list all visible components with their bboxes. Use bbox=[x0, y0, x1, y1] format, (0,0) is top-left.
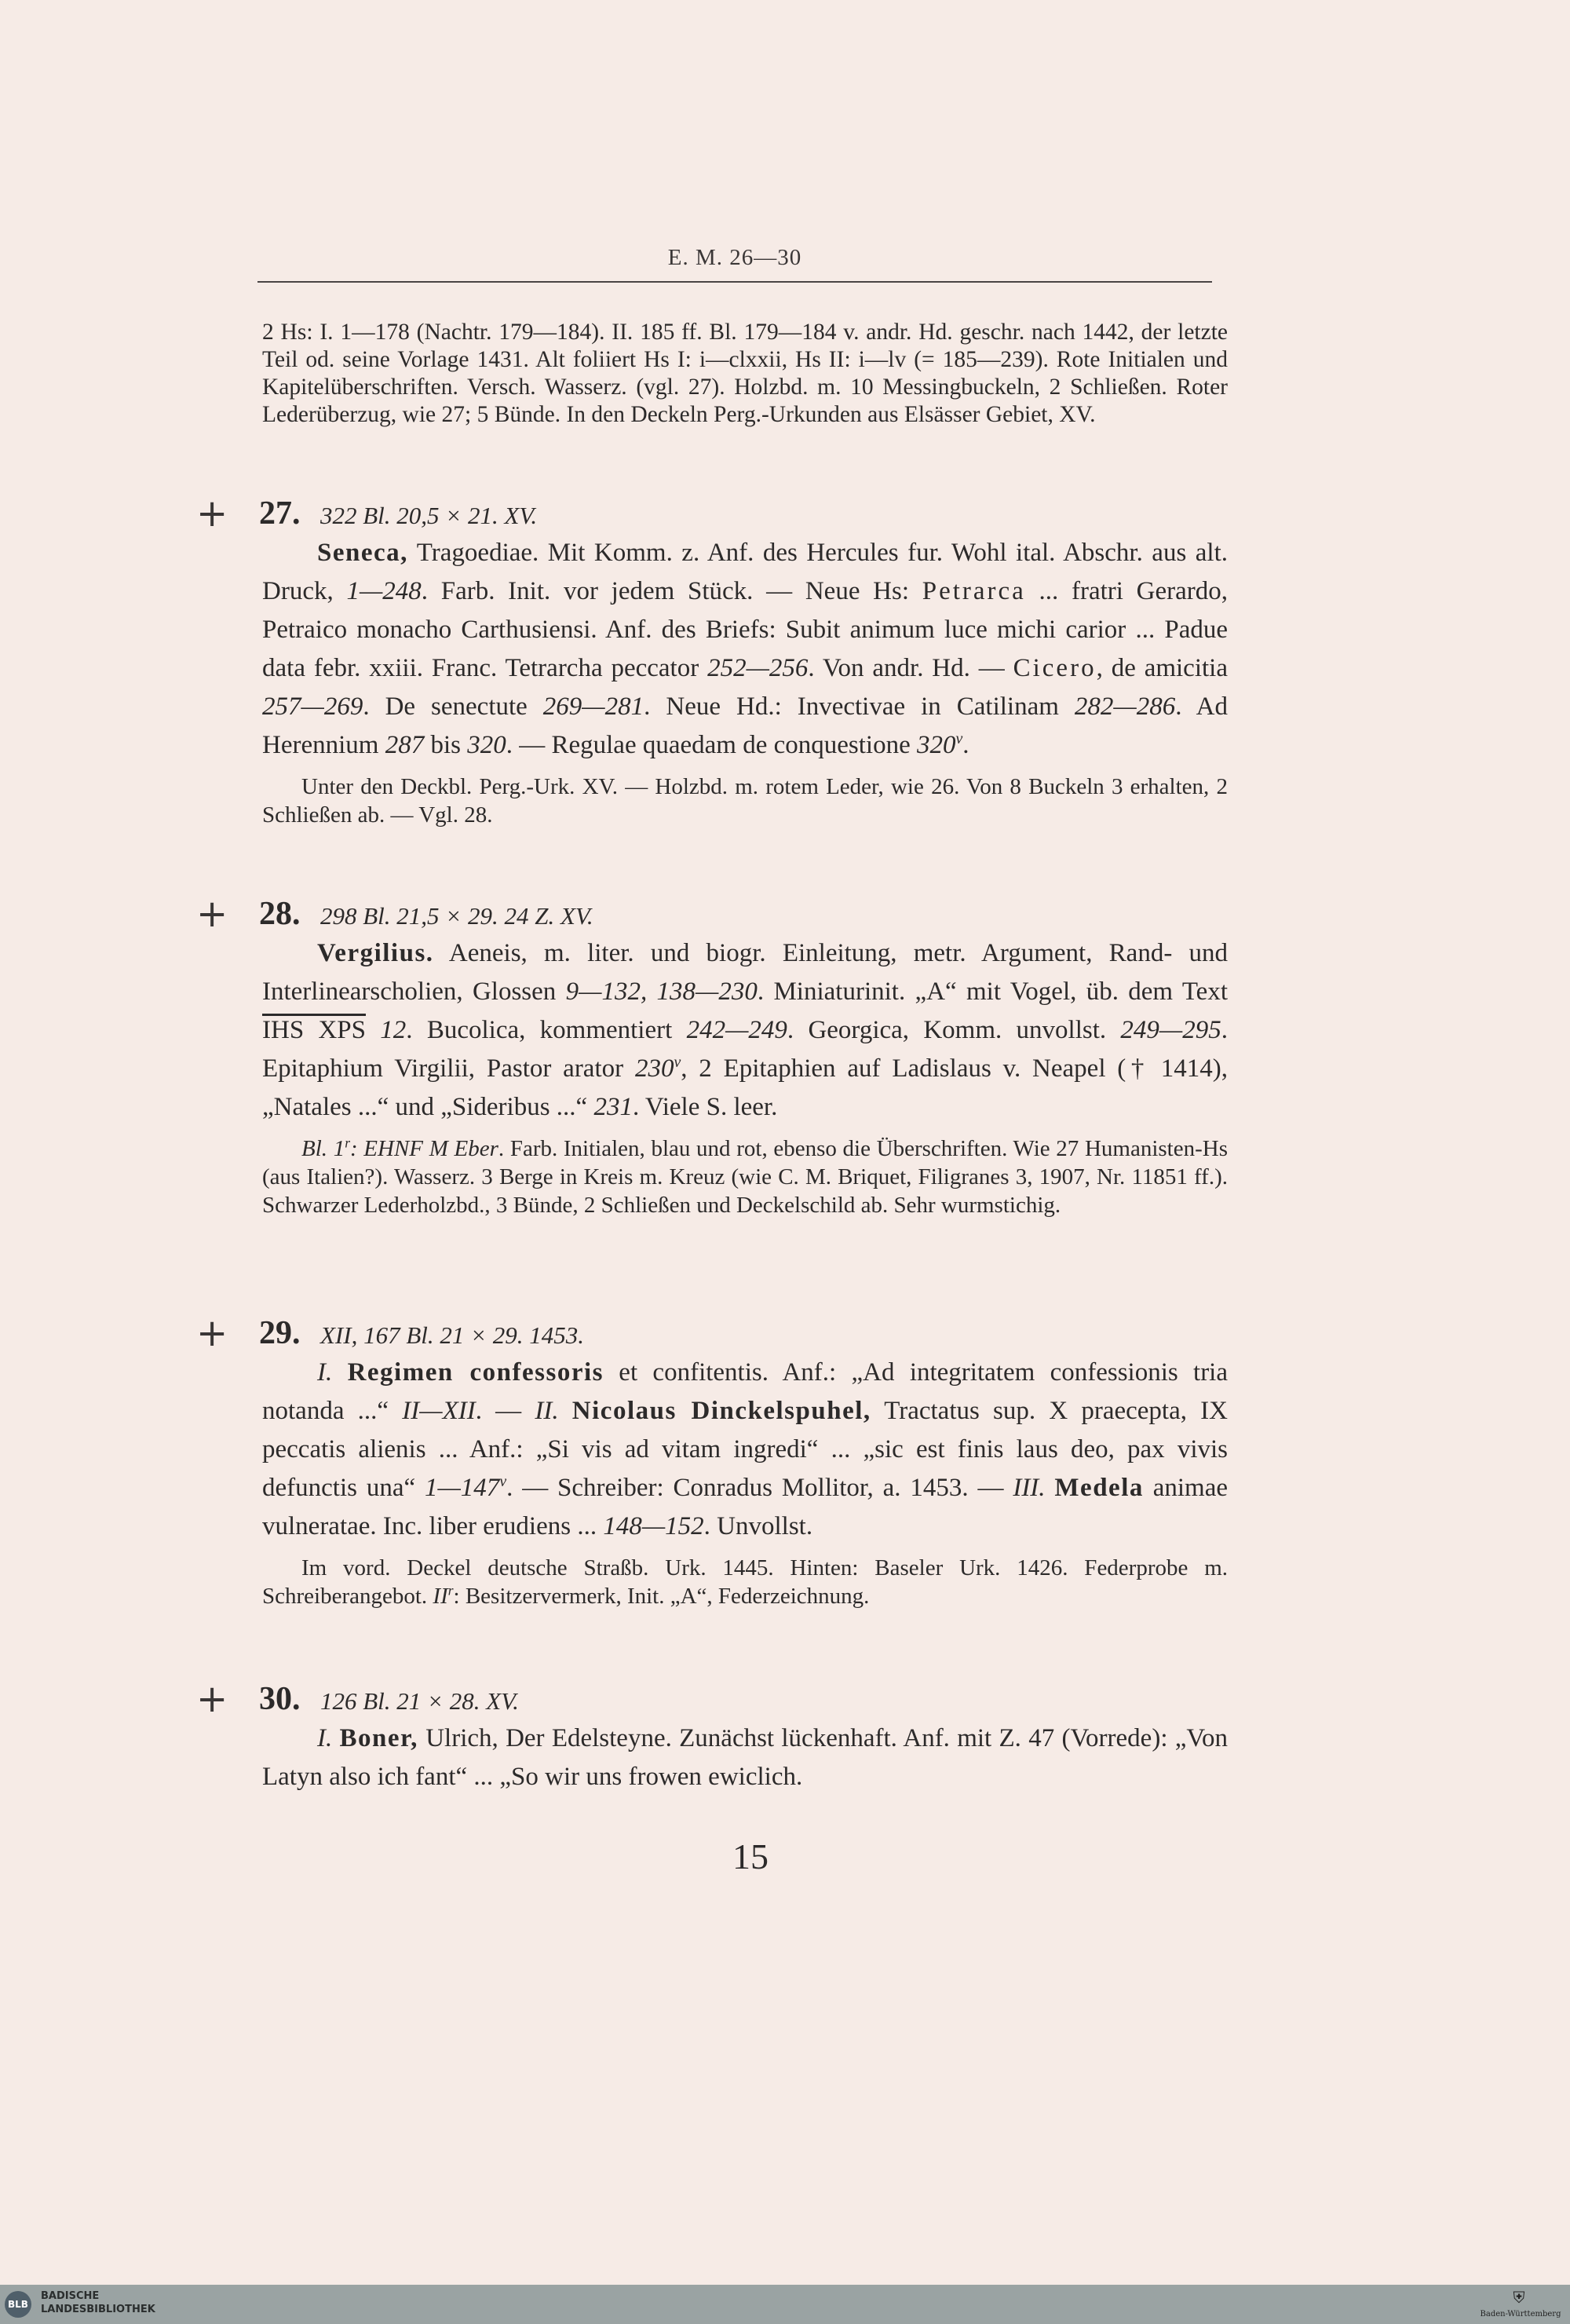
entry-29-note bbox=[262, 1554, 1228, 1610]
entry-meta: 322 Bl. 20,5 × 21. XV. bbox=[320, 502, 538, 529]
monogram: IHS XPS bbox=[262, 1016, 366, 1044]
page-number: 15 bbox=[732, 1836, 769, 1876]
recto-mark: r bbox=[447, 1582, 454, 1599]
text: . Neue Hd.: Invectivae in Catilinam bbox=[644, 692, 1075, 721]
text: . Unvollst. bbox=[703, 1512, 813, 1540]
entry-28-note bbox=[262, 1135, 1228, 1219]
entry-27 bbox=[262, 534, 1228, 829]
verso-mark: v bbox=[674, 1054, 681, 1071]
header-rule bbox=[257, 281, 1212, 283]
title-name: Regimen confessoris bbox=[347, 1358, 604, 1387]
text: Tragoediae. Mit Komm. z. Anf. des Hercules fur. Wohl ital. Abschr. aus alt. Druck, bbox=[262, 539, 1228, 605]
text: Ulrich, Der Edelsteyne. Zunächst lückenhaft. Anf. mit Z. 47 (Vorrede): „Von Latyn also ich fant“ ... „So wir uns frowen ewiclich. bbox=[262, 1724, 1229, 1791]
text: : Besitzervermerk, Init. „A“, Federzeichnung. bbox=[453, 1584, 870, 1609]
intro-paragraph: 2 Hs: I. 1—178 (Nachtr. 179—184). II. 185 ff. Bl. 179—184 v. andr. Hd. geschr. nach 1442, der letzte Teil od. seine Vorlage 1431. Alt foliiert Hs I: i—clxxii, Hs II: i—lv (= 185—239). Rote Initialen und Kapitelüberschriften. Versch. Wasserz. (vgl. 27). Holzbd. m. 10 Messingbuckeln, 2 Schließen. Roter Lederüberzug, wie 27; 5 Bünde. In den Deckeln Perg.-Urkunden aus Elsässer Gebiet, XV. bbox=[262, 320, 1228, 427]
entry-29 bbox=[262, 1354, 1228, 1610]
folio-ref: 257—269 bbox=[262, 692, 363, 721]
entry-28 bbox=[262, 934, 1228, 1219]
library-footer-bar bbox=[0, 2285, 1570, 2324]
folio-ref: 231 bbox=[593, 1093, 633, 1121]
text: . Epitaphium Virgilii, Pastor arator bbox=[262, 1016, 1229, 1083]
text: . Viele S. leer. bbox=[632, 1093, 778, 1121]
text: . De senectute bbox=[363, 692, 543, 721]
blb-logo-icon[interactable]: BLB bbox=[5, 2291, 31, 2318]
folio-ref: 252—256 bbox=[707, 654, 809, 682]
folio-ref: 1—147 bbox=[424, 1474, 500, 1502]
entry-number: 27. bbox=[259, 495, 301, 532]
folio-ref: 269—281 bbox=[542, 692, 644, 721]
text: Im vord. Deckel deutsche Straßb. Urk. 1445. Hinten: Baseler Urk. 1426. Federprobe m. Schreiberangebot. bbox=[262, 1555, 1228, 1609]
entry-27-body bbox=[262, 534, 1228, 765]
author-name: Vergilius. bbox=[317, 939, 434, 967]
text: Aeneis, m. liter. und biogr. Einleitung, metr. Argument, Rand- und Interlinearscholien, Glossen bbox=[262, 939, 1228, 1006]
section-numeral: II. bbox=[535, 1397, 559, 1425]
entry-meta: XII, 167 Bl. 21 × 29. 1453. bbox=[320, 1321, 585, 1349]
text: . Farb. Init. vor jedem Stück. — Neue Hs: bbox=[421, 577, 922, 605]
entry-number: 29. bbox=[259, 1315, 301, 1351]
text: et confitentis. Anf.: „Ad integritatem confessionis tria notanda ...“ bbox=[262, 1358, 1228, 1425]
text: . Bucolica, kommentiert bbox=[406, 1016, 687, 1044]
folio-ref: 249—295 bbox=[1120, 1016, 1221, 1044]
plus-mark: + bbox=[196, 1677, 228, 1721]
owner-note: : EHNF M Eber bbox=[349, 1136, 498, 1161]
text: . Georgica, Komm. unvollst. bbox=[787, 1016, 1121, 1044]
text: ... fratri Gerardo, Petraico monacho Carthusiensi. Anf. des Briefs: Subit animum luce michi carior ... Padue data febr. xxiii. Franc. Tetrarcha peccator bbox=[262, 577, 1229, 682]
title-name: Medela bbox=[1054, 1474, 1144, 1502]
entry-27-heading bbox=[196, 493, 1217, 540]
verso-mark: v bbox=[955, 730, 963, 747]
folio-ref: 148—152 bbox=[603, 1512, 704, 1540]
folio-ref: II bbox=[433, 1584, 448, 1609]
running-head: E. M. 26—30 bbox=[667, 245, 802, 270]
author-name: Boner, bbox=[339, 1724, 418, 1752]
author-name: Petrarca bbox=[922, 577, 1026, 605]
text: . — bbox=[475, 1397, 535, 1425]
plus-mark: + bbox=[196, 1311, 228, 1355]
folio-ref: 12 bbox=[380, 1016, 407, 1044]
folio-ref: 242—249 bbox=[686, 1016, 787, 1044]
entry-number: 30. bbox=[259, 1681, 301, 1717]
folio-ref: Bl. 1 bbox=[301, 1136, 345, 1161]
text: Tractatus sup. X praecepta, IX peccatis alienis ... Anf.: „Si vis ad vitam ingredi“ ... „sic est finis laus deo, pax vivis defunctis una“ bbox=[262, 1397, 1229, 1502]
text: , de amicitia bbox=[1096, 654, 1228, 682]
entry-30-heading bbox=[196, 1679, 1217, 1726]
folio-ref: 9—132, 138—230 bbox=[565, 977, 758, 1006]
text: . Ad Herennium bbox=[262, 692, 1228, 759]
section-numeral: I. bbox=[317, 1358, 333, 1387]
state-label: Baden-Württemberg bbox=[1480, 2310, 1561, 2319]
text: . — Regulae quaedam de conquestione bbox=[506, 731, 917, 759]
folio-ref: 230 bbox=[634, 1054, 674, 1083]
text: . Farb. Initialen, blau und rot, ebenso die Überschriften. Wie 27 Humanisten-Hs (aus Italien?). Wasserz. 3 Berge in Kreis m. Kreuz (wie C. M. Briquet, Filigranes 3, 1907, Nr. 11851 ff.). Schwarzer Lederholzbd., 3 Bünde, 2 Schließen und Deckelschild ab. Sehr wurmstichig. bbox=[262, 1136, 1228, 1218]
author-name: Cicero bbox=[1013, 654, 1097, 682]
folio-ref: 287 bbox=[385, 731, 425, 759]
entry-28-body bbox=[262, 934, 1228, 1127]
plus-mark: + bbox=[196, 491, 228, 535]
author-name: Nicolaus Dinckelspuhel, bbox=[571, 1397, 871, 1425]
section-numeral: I. bbox=[317, 1724, 333, 1752]
text: bis bbox=[424, 731, 468, 759]
entry-29-body bbox=[262, 1354, 1228, 1546]
folio-ref: 1—248 bbox=[346, 577, 422, 605]
entry-meta: 126 Bl. 21 × 28. XV. bbox=[320, 1687, 519, 1715]
author-name: Seneca, bbox=[317, 539, 408, 567]
folio-ref: 320 bbox=[467, 731, 506, 759]
text: . — Schreiber: Conradus Mollitor, a. 1453. — bbox=[506, 1474, 1013, 1502]
text: , 2 Epitaphien auf Ladislaus v. Neapel († 1414), „Natales ...“ und „Sideribus ...“ bbox=[262, 1054, 1228, 1121]
text: animae vulneratae. Inc. liber erudiens ... bbox=[262, 1474, 1229, 1540]
text: . bbox=[962, 731, 969, 759]
entry-30 bbox=[262, 1719, 1228, 1796]
folio-ref: 282—286 bbox=[1074, 692, 1176, 721]
text: . Miniaturinit. „A“ mit Vogel, üb. dem Text bbox=[757, 977, 1228, 1006]
verso-mark: v bbox=[499, 1473, 507, 1490]
entry-meta: 298 Bl. 21,5 × 29. 24 Z. XV. bbox=[320, 902, 593, 930]
text: . Von andr. Hd. — bbox=[808, 654, 1013, 682]
state-coat-of-arms-icon: ⛨ bbox=[1513, 2289, 1525, 2307]
plus-mark: + bbox=[196, 892, 228, 936]
library-name: BADISCHE LANDESBIBLIOTHEK bbox=[41, 2290, 155, 2315]
folio-ref: II—XII bbox=[402, 1397, 476, 1425]
entry-30-body bbox=[262, 1719, 1228, 1796]
entry-27-note: Unter den Deckbl. Perg.-Urk. XV. — Holzbd. m. rotem Leder, wie 26. Von 8 Buckeln 3 erhalten, 2 Schließen ab. — Vgl. 28. bbox=[262, 774, 1228, 828]
entry-28-heading bbox=[196, 893, 1217, 941]
folio-ref: 320 bbox=[916, 731, 956, 759]
section-numeral: III. bbox=[1013, 1474, 1046, 1502]
text bbox=[366, 1016, 380, 1044]
entry-number: 28. bbox=[259, 896, 301, 932]
recto-mark: r bbox=[345, 1135, 350, 1151]
entry-29-heading bbox=[196, 1313, 1217, 1360]
